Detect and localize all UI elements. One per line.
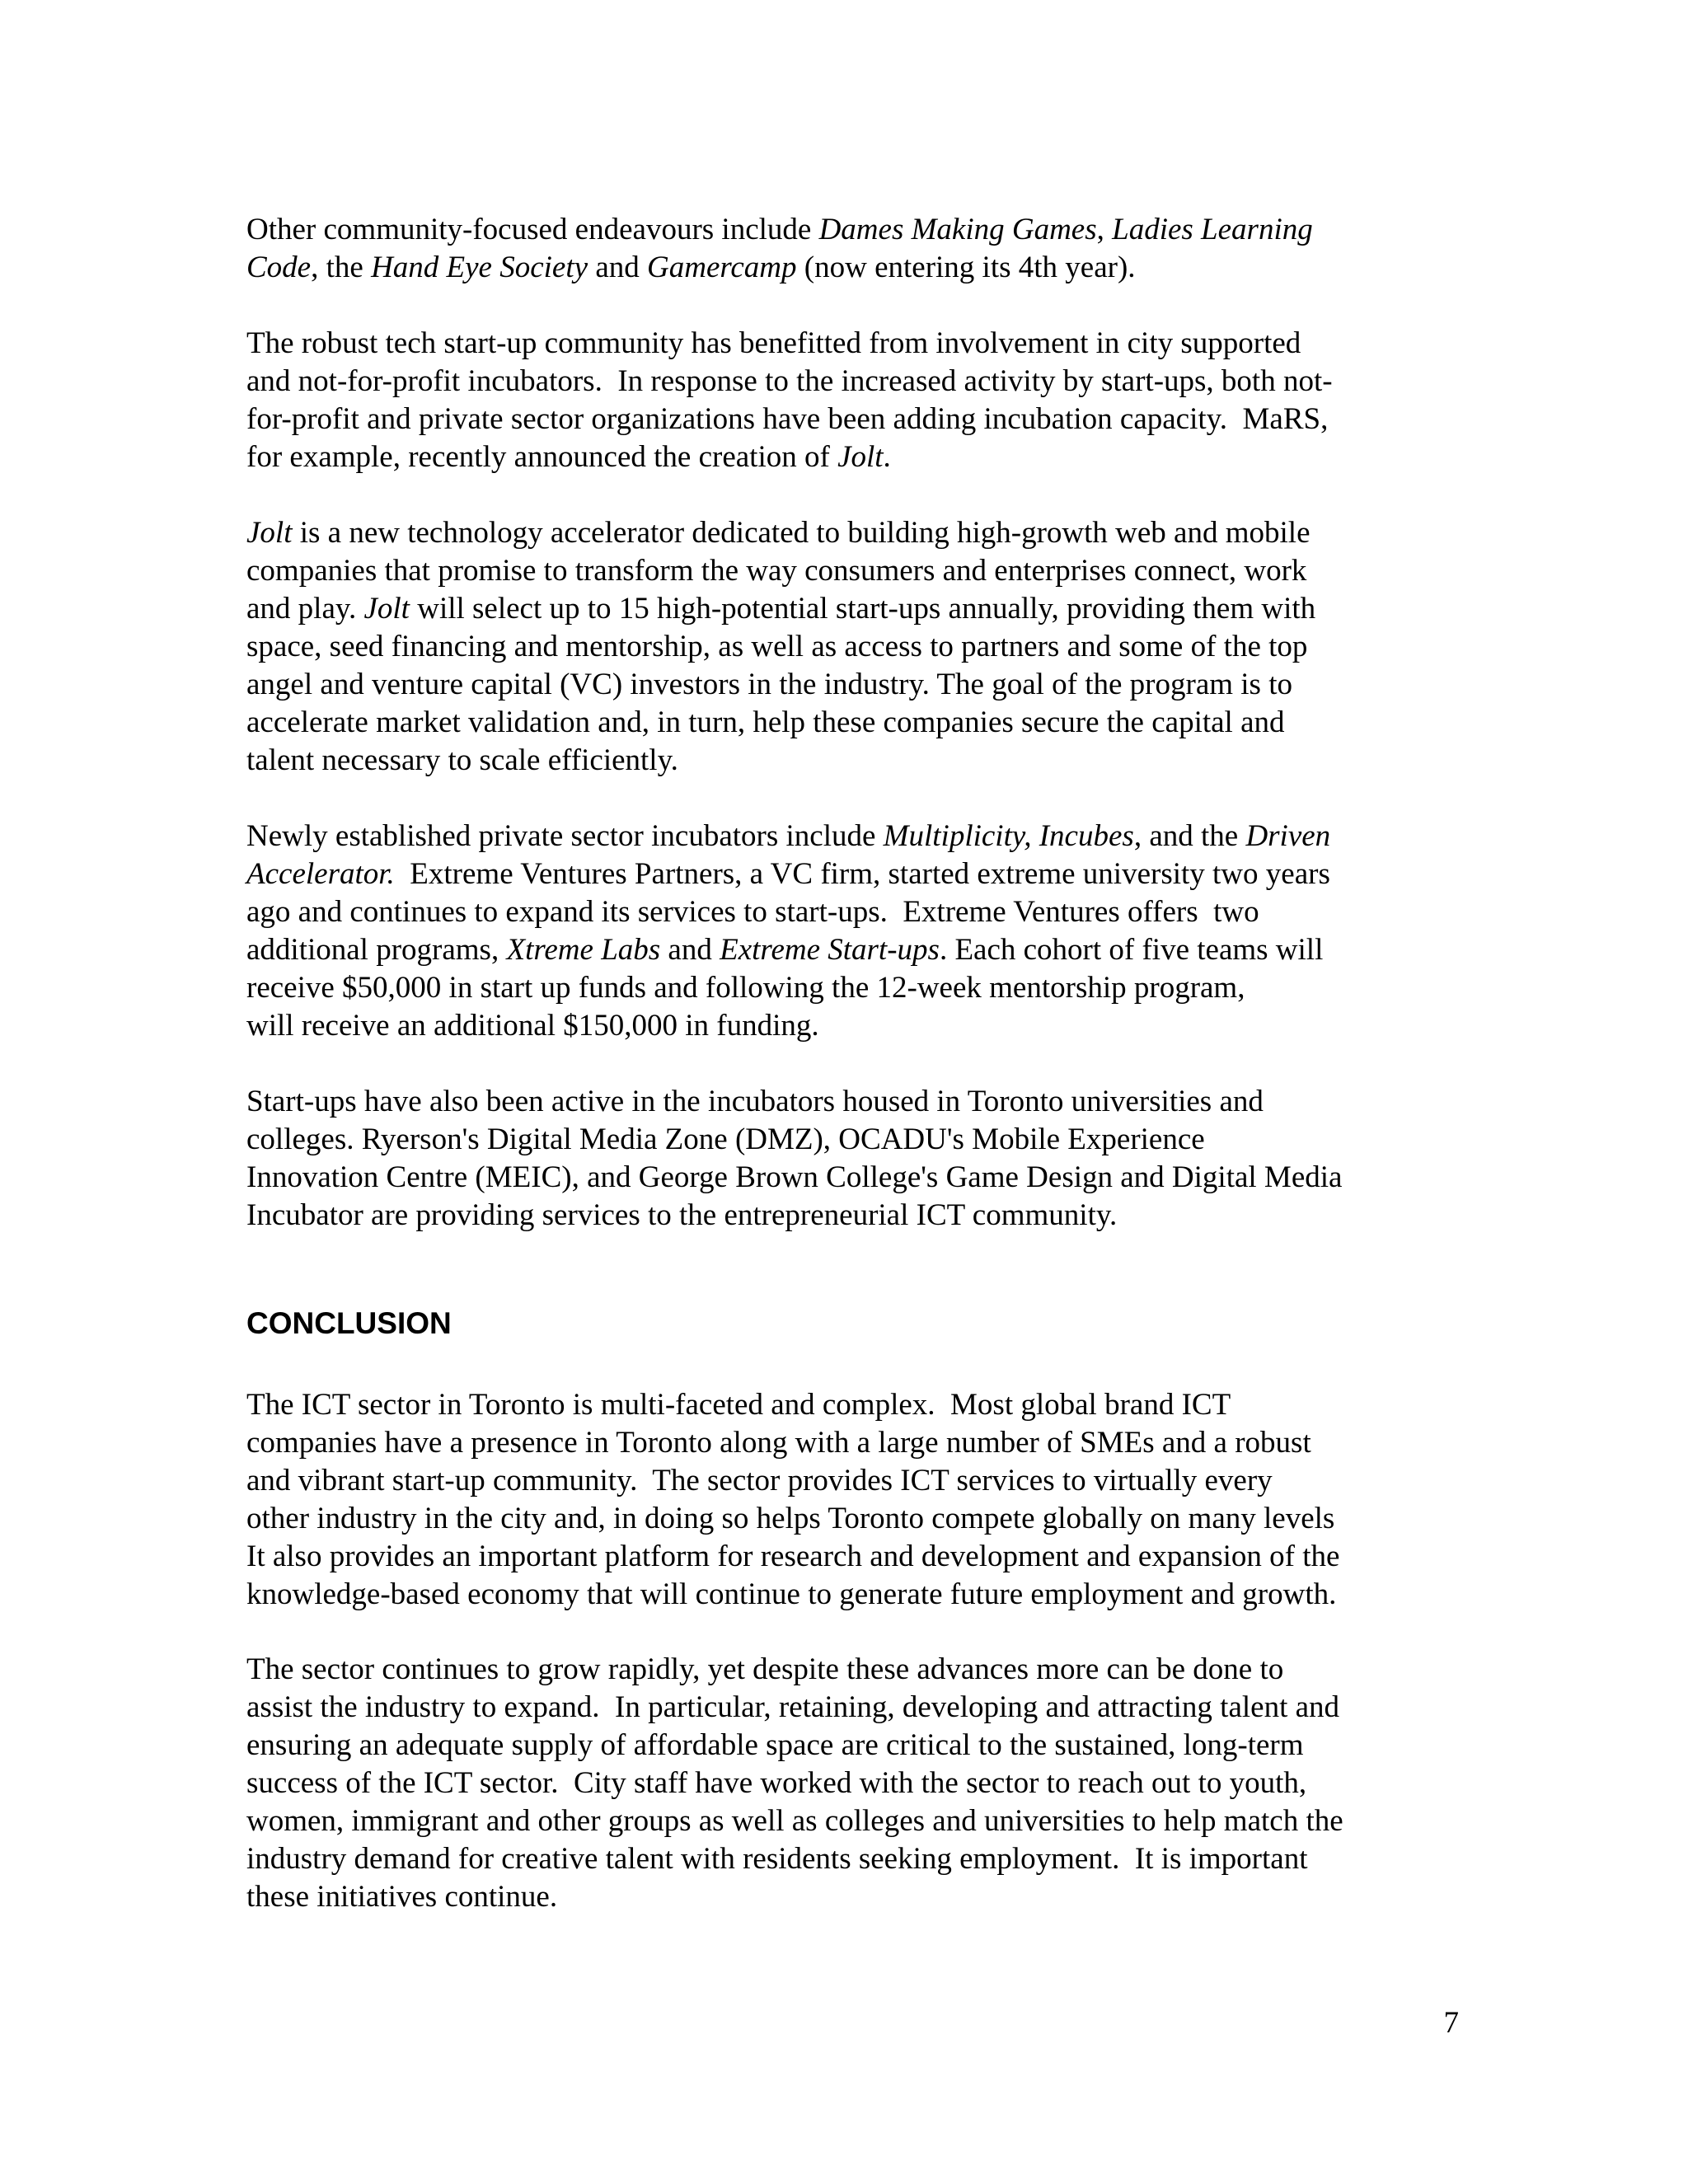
text-run: The sector continues to grow rapidly, yet despite these advances more can be done to [246,1652,1284,1686]
text-run: ago and continues to expand its services to start-ups. Extreme Ventures offers two [246,895,1259,929]
text-run: knowledge-based economy that will continue to generate future employment and growth. [246,1577,1337,1611]
paragraph-private-incubators [246,818,1458,1045]
italic-text-run: Ladies Learning [1112,213,1313,246]
paragraph-university-incubators [246,1083,1458,1235]
text-run: for-profit and private sector organizations have been adding incubation capacity. MaRS, [246,402,1329,436]
text-line [246,514,1458,552]
text-run: industry demand for creative talent with residents seeking employment. It is important [246,1842,1308,1876]
italic-text-run: Hand Eye Society [371,251,588,284]
text-run: talent necessary to scale efficiently. [246,743,678,777]
text-run: colleges. Ryerson's Digital Media Zone (DMZ), OCADU's Mobile Experience [246,1122,1205,1156]
italic-text-run: Code [246,251,312,284]
text-line [246,1159,1458,1197]
text-line [246,1727,1458,1765]
italic-text-run: Jolt [837,440,884,474]
section-heading-conclusion: CONCLUSION [246,1306,452,1340]
text-line [246,818,1458,855]
italic-text-run: Xtreme Labs [506,933,661,967]
text-run: will receive an additional $150,000 in funding. [246,1009,819,1043]
text-run: . [883,440,891,474]
text-line [246,893,1458,931]
text-run: . Each cohort of five teams will [939,933,1324,967]
text-line [246,1007,1458,1045]
text-run: and [588,251,647,284]
italic-text-run: Driven [1245,819,1331,853]
italic-text-run: Multiplicity, Incubes [883,819,1134,853]
paragraph-community-endeavours [246,211,1458,287]
text-line [246,969,1458,1007]
text-line [246,249,1458,287]
text-run: , the [311,251,372,284]
text-line [246,704,1458,742]
text-run: Extreme Ventures Partners, a VC firm, started extreme university two years [394,857,1330,891]
paragraph-conclusion-overview [246,1386,1458,1614]
text-run: is a new technology accelerator dedicated to building high-growth web and mobile [292,516,1311,550]
text-line [246,855,1458,893]
text-line [246,401,1458,438]
paragraph-conclusion-growth [246,1651,1458,1916]
text-run: ensuring an adequate supply of affordable space are critical to the sustained, long-term [246,1728,1304,1762]
text-run: additional programs, [246,933,507,967]
text-run: The ICT sector in Toronto is multi-faceted and complex. Most global brand ICT [246,1388,1231,1422]
text-run: success of the ICT sector. City staff have worked with the sector to reach out to youth, [246,1766,1307,1800]
text-run: accelerate market validation and, in turn, help these companies secure the capital and [246,705,1285,739]
text-line [246,438,1458,476]
text-run: and not-for-profit incubators. In response to the increased activity by start-ups, both not- [246,364,1333,398]
text-run: assist the industry to expand. In particular, retaining, developing and attracting talent and [246,1690,1340,1724]
text-line [246,1083,1458,1121]
text-run: companies that promise to transform the way consumers and enterprises connect, work [246,554,1307,588]
text-run: space, seed financing and mentorship, as well as access to partners and some of the top [246,630,1308,663]
text-run: Newly established private sector incubators include [246,819,884,853]
text-line [246,1840,1458,1878]
text-line [246,1765,1458,1802]
text-line [246,1386,1458,1424]
text-line [246,325,1458,363]
text-run: other industry in the city and, in doing so helps Toronto compete globally on many levels [246,1502,1335,1535]
text-line [246,666,1458,704]
text-line [246,1878,1458,1916]
text-line [246,1197,1458,1235]
text-run: and vibrant start-up community. The sector provides ICT services to virtually every [246,1464,1273,1497]
text-run: The robust tech start-up community has benefitted from involvement in city supported [246,326,1301,360]
text-line [246,931,1458,969]
text-line [246,363,1458,401]
text-line [246,1121,1458,1159]
text-line [246,1424,1458,1462]
text-line [246,628,1458,666]
text-run: women, immigrant and other groups as well as colleges and universities to help match the [246,1804,1343,1838]
text-run: and play. [246,592,364,626]
text-run: companies have a presence in Toronto along with a large number of SMEs and a robust [246,1426,1311,1460]
paragraph-startup-community [246,325,1458,476]
text-line [246,1802,1458,1840]
text-run: , [1096,213,1113,246]
text-run: receive $50,000 in start up funds and following the 12-week mentorship program, [246,971,1245,1005]
text-line [246,1538,1458,1576]
text-run: (now entering its 4th year). [796,251,1136,284]
text-run: will select up to 15 high-potential start-ups annually, providing them with [409,592,1316,626]
text-line [246,742,1458,780]
text-line [246,1500,1458,1538]
text-line [246,590,1458,628]
text-run: angel and venture capital (VC) investors in the industry. The goal of the program is to [246,668,1292,701]
text-run: Innovation Centre (MEIC), and George Brown College's Game Design and Digital Media [246,1160,1343,1194]
italic-text-run: Accelerator. [246,857,395,891]
text-line [246,1576,1458,1614]
text-run: Other community-focused endeavours include [246,213,819,246]
text-line [246,1462,1458,1500]
text-run: for example, recently announced the creation of [246,440,838,474]
text-line [246,552,1458,590]
italic-text-run: Extreme Start-ups [720,933,940,967]
italic-text-run: Jolt [246,516,293,550]
italic-text-run: Gamercamp [647,251,797,284]
text-line [246,1651,1458,1689]
text-run: and [660,933,720,967]
page-number: 7 [1443,2006,1459,2040]
text-run: these initiatives continue. [246,1880,558,1914]
text-run: Incubator are providing services to the entrepreneurial ICT community. [246,1198,1118,1232]
paragraph-jolt [246,514,1458,780]
text-line [246,211,1458,249]
text-line [246,1689,1458,1727]
italic-text-run: Jolt [363,592,410,626]
italic-text-run: Dames Making Games [818,213,1097,246]
text-run: Start-ups have also been active in the incubators housed in Toronto universities and [246,1085,1264,1118]
text-run: , and the [1133,819,1246,853]
text-run: It also provides an important platform for research and development and expansion of the [246,1540,1340,1573]
